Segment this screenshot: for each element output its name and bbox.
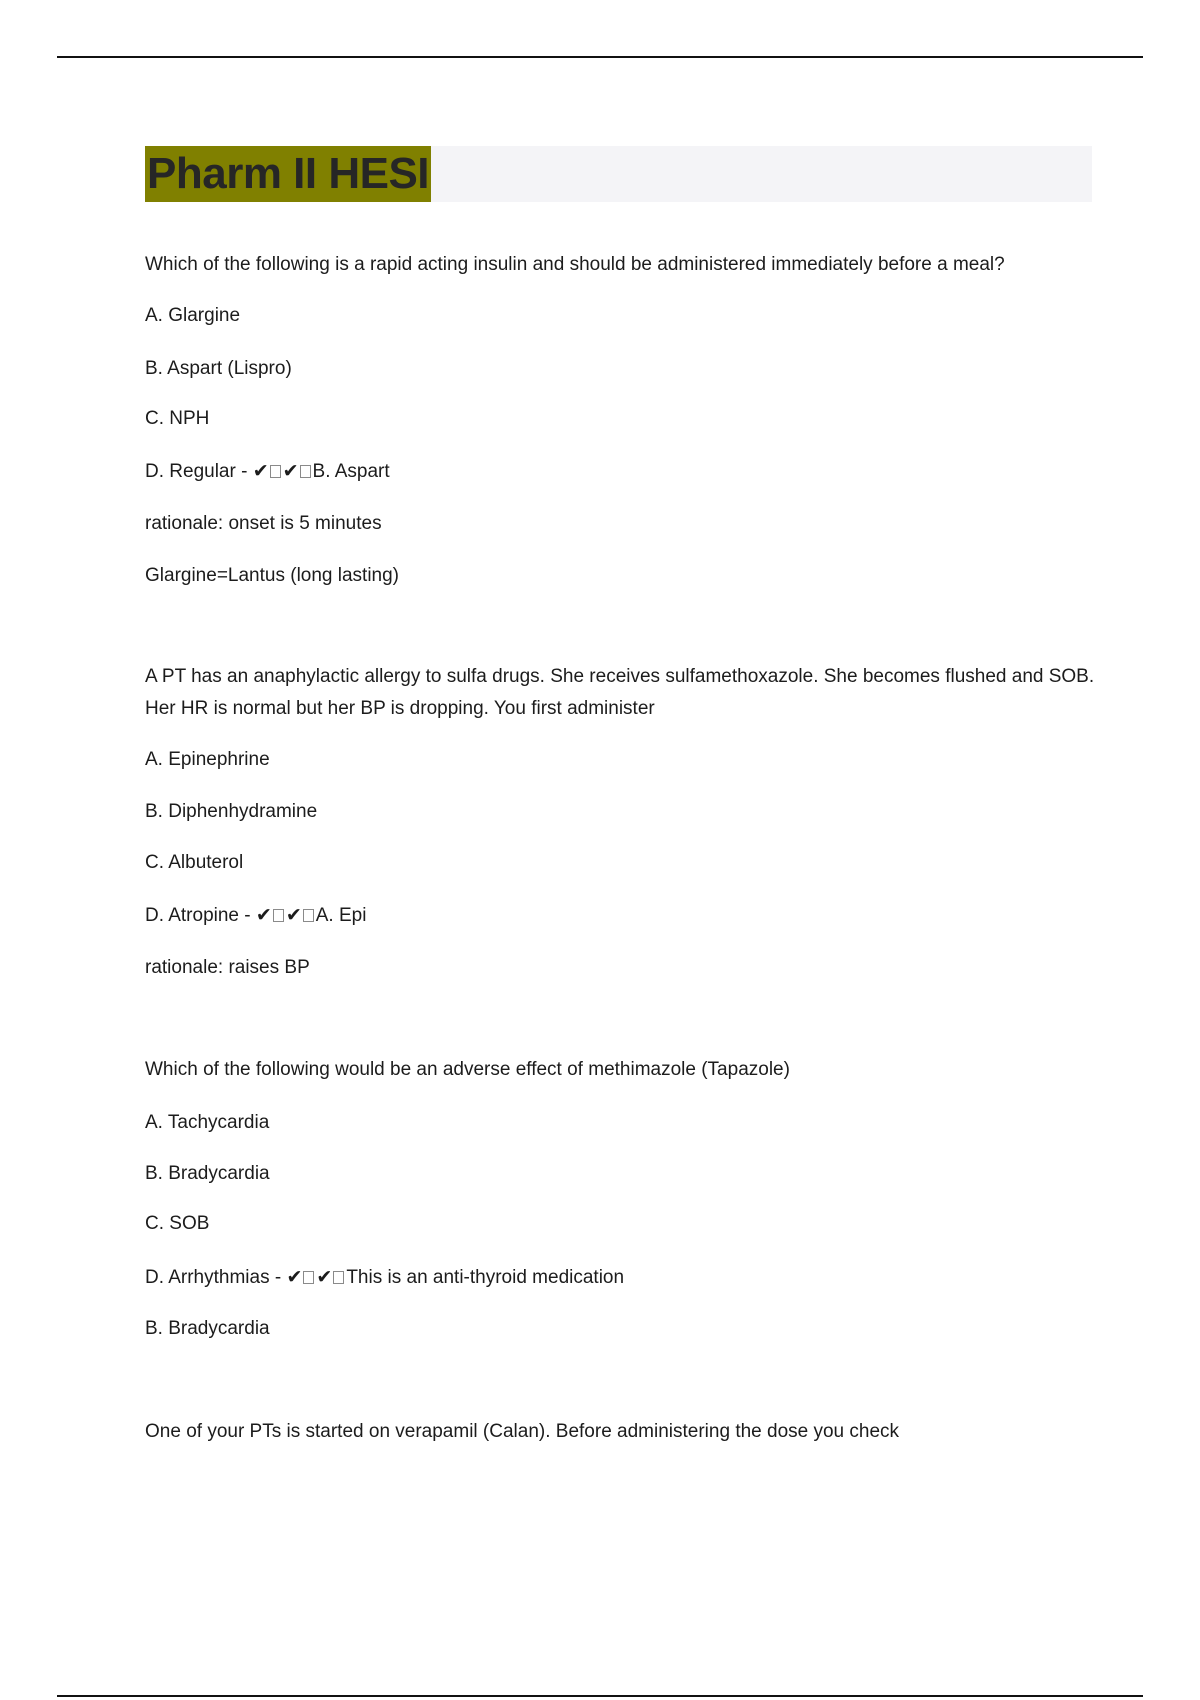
question-3-prompt: Which of the following would be an adverse effect of methimazole (Tapazole) xyxy=(145,1059,790,1080)
box-icon xyxy=(333,1271,344,1284)
question-2-answer: A. Epi xyxy=(315,905,367,926)
check-icon: ✔ xyxy=(316,1266,333,1288)
question-4-prompt: One of your PTs is started on verapamil (Calan). Before administering the dose you check xyxy=(145,1421,900,1442)
question-3-answer: This is an anti-thyroid medication xyxy=(346,1267,625,1288)
check-icon: ✔ xyxy=(282,460,299,482)
question-3-option-b: B. Bradycardia xyxy=(145,1163,270,1184)
check-icon: ✔ xyxy=(252,460,269,482)
question-2-option-d: D. Atropine - xyxy=(145,905,256,926)
question-1-rationale: rationale: onset is 5 minutes xyxy=(145,513,382,534)
box-icon xyxy=(303,909,314,922)
question-3-option-a: A. Tachycardia xyxy=(145,1112,270,1133)
question-2-option-d-line xyxy=(145,899,366,932)
question-3-note: B. Bradycardia xyxy=(145,1318,270,1339)
top-rule xyxy=(57,56,1143,58)
question-2-option-b: B. Diphenhydramine xyxy=(145,801,318,822)
question-2-rationale: rationale: raises BP xyxy=(145,957,310,978)
box-icon xyxy=(273,909,284,922)
box-icon xyxy=(303,1271,314,1284)
question-1-option-b: B. Aspart (Lispro) xyxy=(145,358,292,379)
page-title: Pharm II HESI xyxy=(145,146,431,202)
check-icon: ✔ xyxy=(286,1266,303,1288)
question-1-note: Glargine=Lantus (long lasting) xyxy=(145,565,400,586)
question-3-option-d: D. Arrhythmias - xyxy=(145,1267,287,1288)
check-icon: ✔ xyxy=(285,904,302,926)
question-3-option-c: C. SOB xyxy=(145,1213,210,1234)
question-2-option-c: C. Albuterol xyxy=(145,852,244,873)
question-1-option-a: A. Glargine xyxy=(145,305,241,326)
bottom-rule xyxy=(57,1695,1143,1697)
question-1-option-d: D. Regular - xyxy=(145,461,253,482)
question-1-prompt: Which of the following is a rapid acting insulin and should be administered immediately before a meal? xyxy=(145,254,1005,275)
question-1-answer: B. Aspart xyxy=(312,461,390,482)
question-3-option-d-line xyxy=(145,1261,624,1294)
check-icon: ✔ xyxy=(255,904,272,926)
question-2-prompt: A PT has an anaphylactic allergy to sulfa drugs. She receives sulfamethoxazole. She becomes flushed and SOB. Her HR is normal but her BP is dropping. You first administer xyxy=(145,666,1095,719)
question-1-option-d-line xyxy=(145,455,390,488)
box-icon xyxy=(270,465,281,478)
question-1-option-c: C. NPH xyxy=(145,408,210,429)
question-2-option-a: A. Epinephrine xyxy=(145,749,270,770)
box-icon xyxy=(300,465,311,478)
